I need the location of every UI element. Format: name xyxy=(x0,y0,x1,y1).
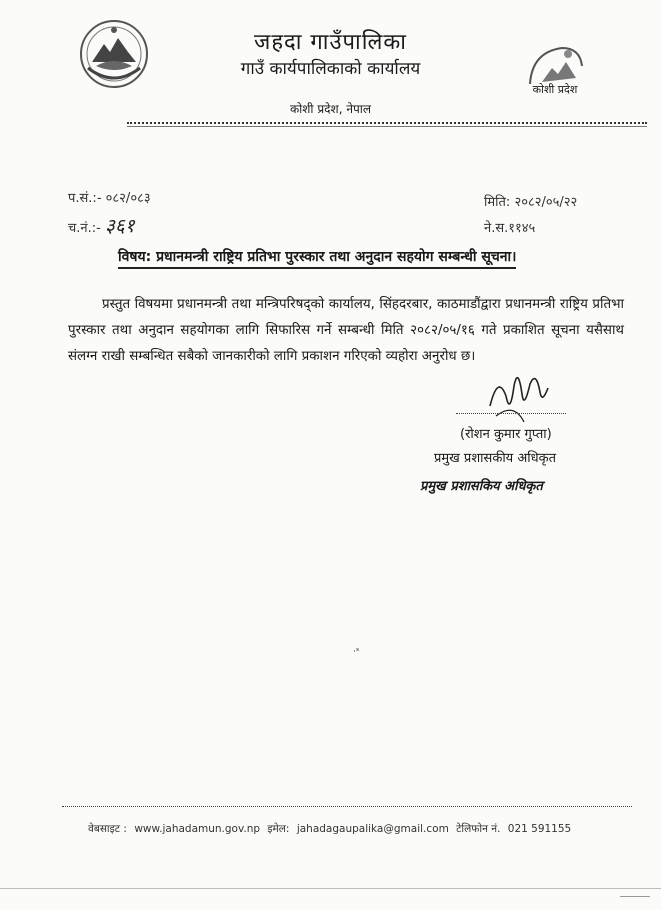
date-label: मिति: xyxy=(484,195,511,210)
letter-number xyxy=(68,188,151,206)
office-address: कोशी प्रदेश, नेपाल xyxy=(289,102,372,116)
signatory-name: (रोशन कुमार गुप्ता) xyxy=(460,427,552,442)
website-link[interactable]: www.jahadamun.gov.np xyxy=(134,823,261,835)
province-logo-label: कोशी प्रदेश xyxy=(532,83,578,96)
footer-divider xyxy=(62,806,632,807)
signature-scribble-icon xyxy=(484,366,554,428)
signatory-title: प्रमुख प्रशासकीय अधिकृत xyxy=(434,451,557,466)
subject-line: विषय: प्रधानमन्त्री राष्ट्रिय प्रतिभा पुरस्कार तथा अनुदान सहयोग सम्बन्धी सूचना। xyxy=(118,247,516,269)
letter-date xyxy=(484,192,577,210)
office-name: गाउँ कार्यपालिकाको कार्यालय xyxy=(240,59,421,79)
header-divider-line xyxy=(127,126,647,127)
phone-number: 021 591155 xyxy=(507,823,572,835)
header-divider xyxy=(127,122,647,124)
body-paragraph: प्रस्तुत विषयमा प्रधानमन्त्री तथा मन्त्रिपरिषद्को कार्यालय, सिंहदरबार, काठमाडौंद्वारा प्रधानमन्त्री राष्ट्रिय प्रतिभा पुरस्कार तथा अनुदान सहयोगका लागि सिफारिस गर्ने सम्बन्धी मिति २०८२/०५/१६ गते प्रकाशित सूचना यसैसाथ संलग्न राखी सम्बन्धित सबैको जानकारीको लागि प्रकाशन गरिएको व्यहोरा अनुरोध छ। xyxy=(68,297,624,364)
email-label: इमेल: xyxy=(267,823,290,835)
date-value: २०८२/०५/२२ xyxy=(514,195,578,210)
footer-contact xyxy=(88,822,575,836)
page-bottom-edge xyxy=(0,888,661,889)
dispatch-number-value: ३६१ xyxy=(104,215,135,237)
email-link[interactable]: jahadagaupalika@gmail.com xyxy=(296,823,449,835)
website-label: वेबसाइट : xyxy=(88,823,127,835)
signature-line xyxy=(456,413,566,414)
designation-stamp: प्रमुख प्रशासकिय अधिकृत xyxy=(420,479,543,494)
dispatch-number-label: च.नं.:- xyxy=(68,221,101,236)
dispatch-number xyxy=(68,212,135,238)
letter-number-label: प.सं.:- xyxy=(68,191,102,206)
phone-label: टेलिफोन नं. xyxy=(456,823,501,835)
letter-number-value: ०८२/०८३ xyxy=(105,191,151,206)
org-name: जहदा गाउँपालिका xyxy=(254,30,407,55)
nepal-sambat-date: ने.स.११४५ xyxy=(484,221,536,236)
scan-speck: ·ˢ xyxy=(353,647,360,657)
page-corner-mark xyxy=(620,896,650,897)
